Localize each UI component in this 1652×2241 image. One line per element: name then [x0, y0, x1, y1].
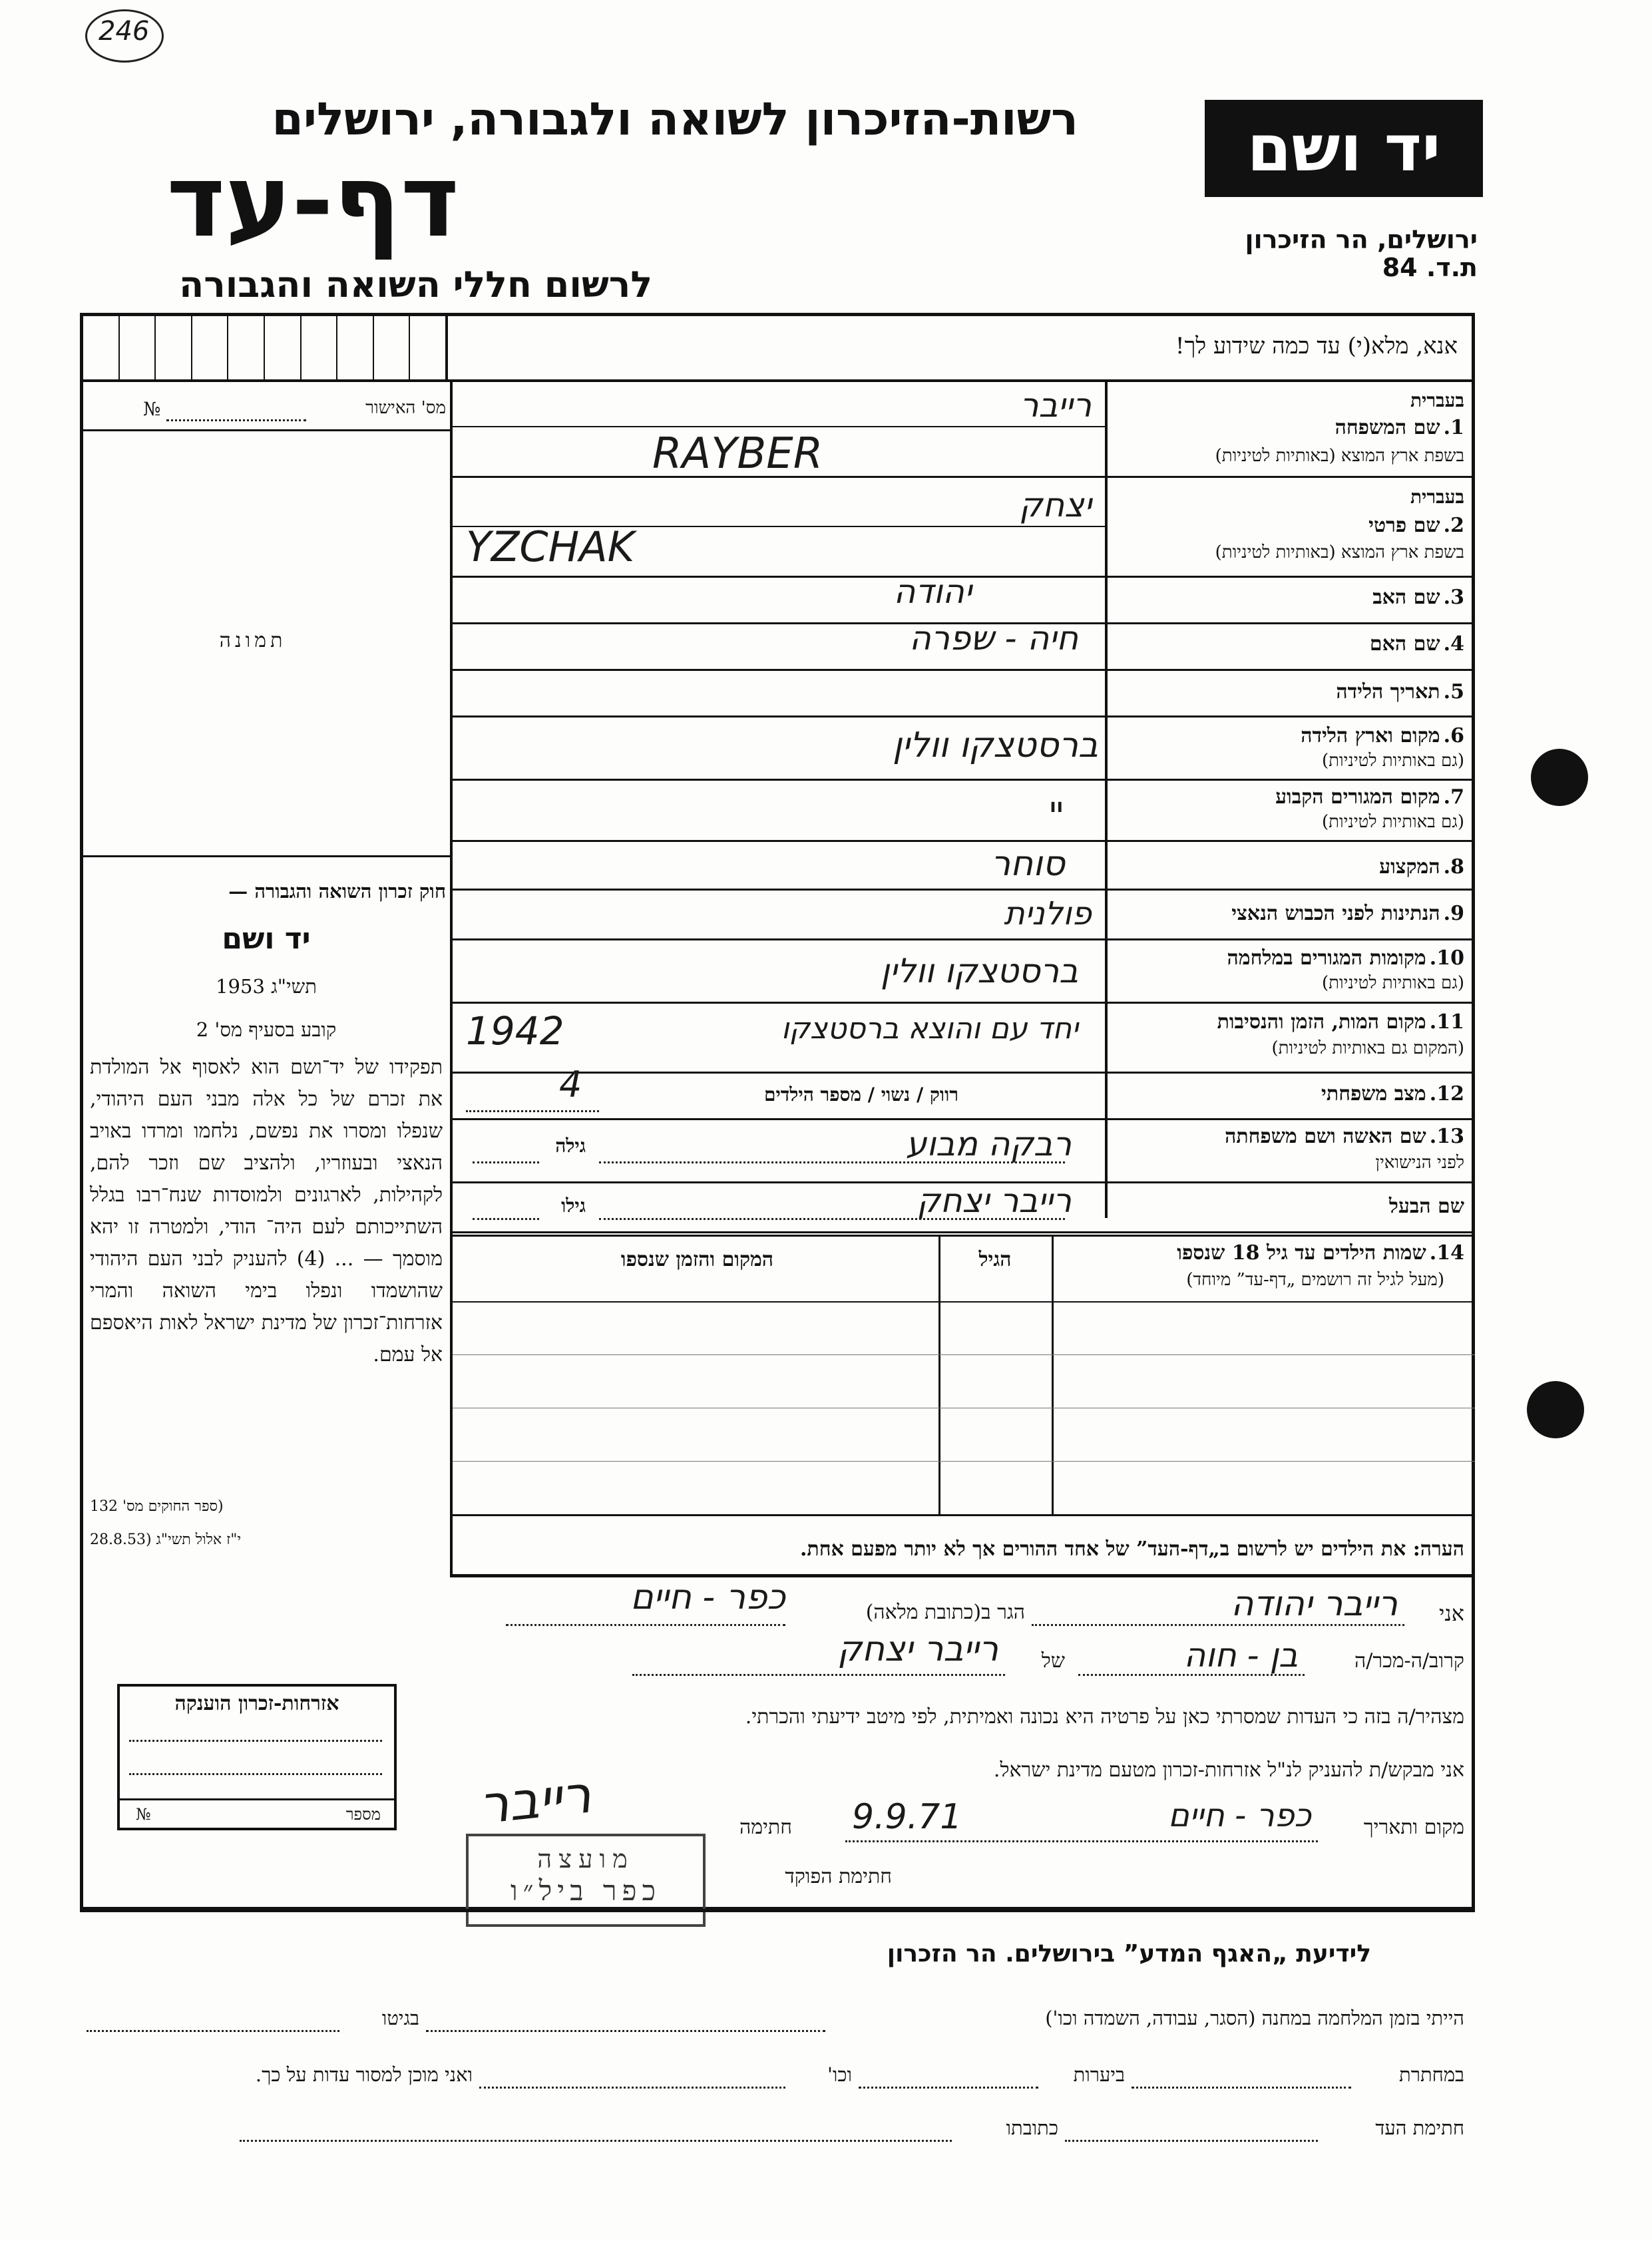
row8-label [1118, 855, 1464, 879]
row5-label [1118, 680, 1464, 704]
row13-value: רבקה מבוע [906, 1125, 1072, 1163]
cert-number-label: מספר [345, 1805, 381, 1824]
row8-value: סוחר [990, 844, 1065, 884]
children-label-text: שמות הילדים עד גיל 18 שנספו [1177, 1241, 1426, 1265]
row13-label [1118, 1125, 1464, 1148]
row6-sub: (גם באותיות לטיניות) [1321, 751, 1464, 771]
row9-label [1118, 902, 1464, 925]
row4-num: 4. [1443, 632, 1464, 656]
row-husband-label-text: שם הבעל [1388, 1195, 1464, 1218]
row2-num: 2. [1443, 514, 1464, 537]
row10-sub: (גם באותיות לטיניות) [1321, 973, 1464, 993]
address-line-2: ת.ד. 84 [1382, 253, 1478, 282]
row2-label [1118, 514, 1464, 537]
row12-value: רווק / נשוי / מספר הילדים [763, 1084, 958, 1106]
yad-vashem-logo [1205, 100, 1483, 197]
footer-heading: לידיעת „האגף המדע” בירושלים. הר הזכרון [887, 1940, 1371, 1967]
approval-number-symbol: № [143, 398, 161, 420]
decl-of-label: של [1041, 1649, 1065, 1673]
row9-value: פולנית [1004, 895, 1092, 932]
instruction-text: אנא, מלא(י) עד כמה שידוע לך! [1175, 333, 1458, 359]
row7-value: " [1048, 795, 1065, 839]
row2-value-he: יצחק [1019, 486, 1092, 524]
decl-signature-label: חתימה [739, 1816, 792, 1839]
stamp-line-1: מועצה [537, 1844, 634, 1874]
footer-line1-b: בגיטו [381, 2007, 419, 2029]
decl-statement-1: מצהיר/ה בזה כי העדות שמסרתי כאן על פרטיה היא נכונה ואמיתית, לפי מיטב ידיעתי והכרתי. [745, 1705, 1464, 1729]
row7-label-text: מקום המגורים הקבוע [1275, 785, 1440, 809]
row-husband-label [1118, 1195, 1464, 1218]
row13-age-label: גילה [555, 1135, 586, 1157]
row2-label-text: שם פרטי [1368, 514, 1440, 537]
row13-sub: לפני הנישואין [1375, 1153, 1464, 1173]
row10-value: ברסטצקו וולין [880, 952, 1078, 990]
row4-label [1118, 632, 1464, 656]
decl-signature: רייבר [476, 1764, 594, 1836]
decl-resides-value: כפר - חיים [630, 1577, 785, 1617]
row2-lang: בעברית [1410, 486, 1464, 508]
row10-num: 10. [1429, 946, 1464, 970]
decl-relative-label: קרוב/ה-מכר/ה [1354, 1649, 1464, 1673]
page-number: 246 [99, 16, 150, 47]
children-sub: (מעל לגיל זה רושמים „דף-עד” מיוחד) [1186, 1270, 1444, 1290]
row1-value-he: רייבר [1020, 386, 1092, 425]
law-year: תשי"ג 1953 [216, 975, 317, 998]
row9-label-text: הנתינות לפני הכבוש הנאצי [1231, 902, 1440, 925]
form-subtitle: לרשום חללי השואה והגבורה [179, 264, 652, 306]
row6-label [1118, 724, 1464, 747]
row1-lang: בעברית [1410, 389, 1464, 411]
row-husband-age-label: גילו [561, 1195, 586, 1217]
row12-children-count: 4 [559, 1064, 582, 1106]
row3-label [1118, 586, 1464, 609]
footer-line2-b: ביערות [1073, 2063, 1125, 2086]
law-body: תפקידו של יד־ושם הוא לאסוף אל המולדת את זכרם של כל אלה מבני העם היהודי, שנפלו ומסרו את נפשם, נלחמו ומרדו באויב הנאצי ובעוזריו, ולהציב שם וזכר להם, לקהילות, לארגונים ולמוסדות שנח־רבו בגלל השתייכותם לעם היה־ הודי, ולמטרה זו יהא מוסמך — ... (4) להעניק לבני העם היהודי שהושמדו ונפלו בימי השואה והמרי אזרחות־זכרון של מדינת ישראל לאות היאספם אל עמם. [90, 1056, 443, 1366]
row1-value-latin: RAYBER [652, 429, 823, 479]
row2-value-latin: YZCHAK [466, 522, 635, 571]
row7-label [1118, 785, 1464, 809]
decl-officer-label: חתימת הפוקד [785, 1865, 892, 1888]
row7-sub: (גם באותיות לטיניות) [1321, 812, 1464, 832]
row5-label-text: תאריך הלידה [1336, 680, 1440, 704]
row1-num: 1. [1443, 416, 1464, 439]
footer-line1-a: הייתי בזמן המלחמה במחנה (הסגר, עבודה, השמדה וכו') [1045, 2007, 1464, 2029]
decl-i-value: רייבר יהודה [1231, 1584, 1398, 1624]
row8-num: 8. [1443, 855, 1464, 879]
row5-num: 5. [1443, 680, 1464, 704]
form-title: דף-עד [166, 144, 459, 260]
row6-label-text: מקום וארץ הלידה [1301, 724, 1440, 747]
law-title: יד ושם [222, 922, 311, 956]
cert-box [117, 1684, 397, 1830]
row12-label-text: מצב משפחתי [1321, 1082, 1426, 1106]
address-line-1: ירושלים, הר הזיכרון [1245, 225, 1478, 254]
row1-sub: בשפת ארץ המוצא (באותיות לטיניות) [1215, 446, 1464, 466]
row11-year: 1942 [466, 1008, 564, 1054]
law-heading: חוק זכרון השואה והגבורה — [228, 880, 446, 903]
row3-num: 3. [1443, 586, 1464, 609]
row-husband-value: רייבר יצחק [917, 1181, 1072, 1220]
row11-label [1118, 1010, 1464, 1034]
row7-num: 7. [1443, 785, 1464, 809]
children-col-place: המקום והזמן שנספו [620, 1248, 774, 1271]
cert-title: אזרחות-זכרון הוענקה [174, 1692, 339, 1715]
row13-num: 13. [1429, 1125, 1464, 1148]
footer-line2-d: ואני מוכן למסור עדות על כך. [255, 2063, 473, 2086]
row4-value: חיה - שפרה [909, 619, 1078, 658]
hole-punch-bottom [1527, 1381, 1584, 1438]
note: הערה: את הילדים יש לרשום ב„דף-העד” של אחד ההורים אך לא יותר מפעם אחת. [799, 1537, 1464, 1561]
row11-value: יחד עם והוצא ברסטצקו [781, 1012, 1078, 1046]
row12-num: 12. [1429, 1082, 1464, 1106]
row3-label-text: שם האב [1372, 586, 1440, 609]
decl-date-value: 9.9.71 [852, 1797, 962, 1837]
footer-line2-a: במחתרת [1399, 2063, 1464, 2086]
row4-label-text: שם האם [1369, 632, 1440, 656]
footer-line3-a: חתימת העד [1375, 2117, 1464, 2139]
row10-label [1118, 946, 1464, 970]
decl-statement-2: אני מבקש/ת להעניק לנ"ל אזרחות-זכרון מטעם מדינת ישראל. [993, 1758, 1464, 1782]
cert-number-symbol: № [136, 1805, 151, 1824]
decl-of-value: רייבר יצחק [837, 1629, 998, 1669]
row1-label-text: שם המשפחה [1335, 416, 1440, 439]
children-num: 14. [1429, 1241, 1464, 1265]
row6-num: 6. [1443, 724, 1464, 747]
photo-label: תמונה [219, 629, 287, 652]
code-boxes [83, 316, 448, 380]
children-col-age: הגיל [978, 1248, 1012, 1271]
decl-place-date-label: מקום ותאריך [1363, 1816, 1464, 1839]
hole-punch-top [1531, 749, 1588, 806]
law-source: (ספר החוקים מס' 132 [90, 1498, 224, 1515]
row2-sub: בשפת ארץ המוצא (באותיות לטיניות) [1215, 542, 1464, 562]
row11-label-text: מקום המות, הזמן והנסיבות [1217, 1010, 1426, 1034]
row10-label-text: מקומות המגורים במלחמה [1227, 946, 1426, 970]
decl-relative-value: בן - חוה [1183, 1636, 1298, 1675]
footer-line2-c: וכו' [827, 2063, 852, 2086]
row11-sub: (המקום גם באותיות לטיניות) [1271, 1038, 1464, 1058]
row1-label [1118, 416, 1464, 439]
logo-text: יד ושם [1247, 111, 1441, 186]
org-line: רשות-הזיכרון לשואה ולגבורה, ירושלים [272, 93, 1078, 146]
approval-label: מס' האישור [365, 398, 446, 418]
row3-value: יהודה [893, 572, 972, 611]
row8-label-text: המקצוע [1379, 855, 1440, 879]
decl-resides-label: הגר ב(כתובת מלאה) [865, 1601, 1025, 1624]
row13-label-text: שם האשה ושם משפחתה [1225, 1125, 1426, 1148]
footer-line3-b: כתובתו [1006, 2117, 1058, 2139]
row11-num: 11. [1429, 1010, 1464, 1034]
law-date: י"ז אלול תשי"ג (28.8.53 [90, 1531, 242, 1548]
children-label [1058, 1241, 1464, 1265]
row9-num: 9. [1443, 902, 1464, 925]
row12-label [1118, 1082, 1464, 1106]
decl-i-label: אני [1439, 1601, 1464, 1626]
row6-value: ברסטצקו וולין [892, 725, 1098, 765]
stamp-line-2: כפר ביל״ו [510, 1874, 662, 1907]
law-clause: קובע בסעיף מס' 2 [196, 1018, 337, 1041]
council-stamp [466, 1834, 706, 1927]
decl-place-value: כפר - חיים [1168, 1797, 1311, 1834]
